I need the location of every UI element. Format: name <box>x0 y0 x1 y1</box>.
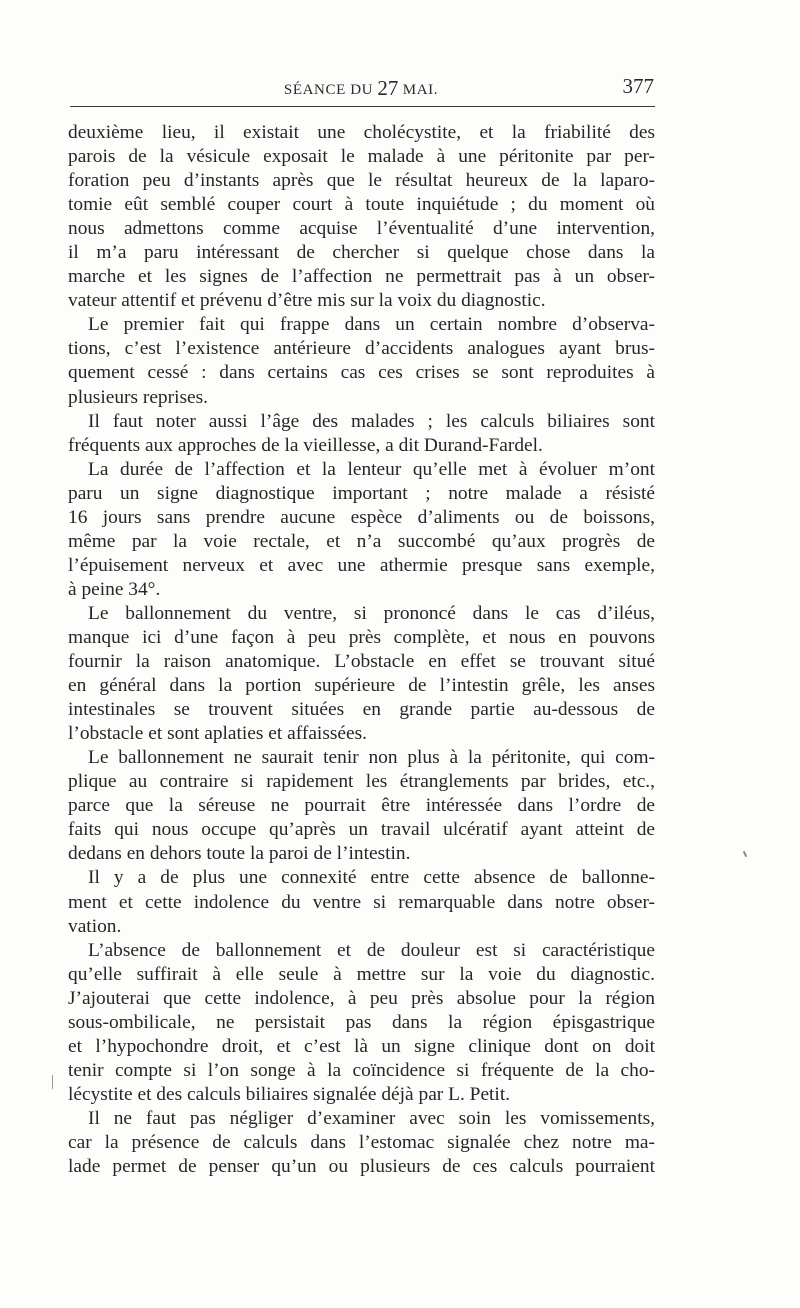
running-title-day: 27 <box>377 76 399 100</box>
text-line: et l’hypochondre droit, et c’est là un signe clinique dont on doit <box>68 1035 655 1057</box>
text-line: l’épuisement nerveux et avec une athermie presque sans exemple, <box>68 554 655 576</box>
text-line: paru un signe diagnostique important ; notre malade a résisté <box>68 482 655 504</box>
text-line: plique au contraire si rapidement les étranglements par brides, etc., <box>68 771 655 793</box>
text-line: vation. <box>68 915 122 937</box>
running-title-prefix: SÉANCE DU <box>283 82 378 98</box>
text-line: Il faut noter aussi l’âge des malades ; les calculs biliaires sont <box>88 410 655 432</box>
text-line: Le premier fait qui frappe dans un certain nombre d’observa- <box>88 314 655 336</box>
text-line: Le ballonnement ne saurait tenir non plus à la péritonite, qui com- <box>88 747 655 769</box>
text-line: Il ne faut pas négliger d’examiner avec soin les vomissements, <box>88 1107 655 1129</box>
text-line: intestinales se trouvent situées en grande partie au-dessous de <box>68 699 655 721</box>
text-line: J’ajouterai que cette indolence, à peu près absolue pour la région <box>68 987 655 1009</box>
text-line: ment et cette indolence du ventre si remarquable dans notre obser- <box>68 891 655 913</box>
text-line: il m’a paru intéressant de chercher si quelque chose dans la <box>68 242 655 264</box>
margin-tick <box>743 851 747 857</box>
text-line: nous admettons comme acquise l’éventualité d’une intervention, <box>68 218 655 240</box>
text-line: faits qui nous occupe qu’après un travail ulcératif ayant atteint de <box>68 819 655 841</box>
running-title-month: MAI. <box>398 82 439 98</box>
text-line: même par la voie rectale, et n’a succombé qu’aux progrès de <box>68 530 655 552</box>
text-line: 16 jours sans prendre aucune espèce d’aliments ou de boissons, <box>68 506 655 528</box>
text-line: sous-ombilicale, ne persistait pas dans la région épisgastrique <box>68 1011 655 1033</box>
header-rule <box>70 106 655 107</box>
text-line: lade permet de penser qu’un ou plusieurs de ces calculs pourraient <box>68 1156 655 1178</box>
text-line: parce que la séreuse ne pourrait être intéressée dans l’ordre de <box>68 795 655 817</box>
text-line: tenir compte si l’on songe à la coïncidence si fréquente de la cho- <box>68 1059 655 1081</box>
text-line: Le ballonnement du ventre, si prononcé dans le cas d’iléus, <box>88 602 655 624</box>
text-line: dedans en dehors toute la paroi de l’intestin. <box>68 843 411 865</box>
text-line: manque ici d’une façon à peu près complète, et nous en pouvons <box>68 626 655 648</box>
text-line: marche et les signes de l’affection ne permettrait pas à un obser- <box>68 266 655 288</box>
text-line: quement cessé : dans certains cas ces crises se sont reproduites à <box>68 362 655 384</box>
text-line: lécystite et des calculs biliaires signalée déjà par L. Petit. <box>68 1083 511 1105</box>
text-line: à peine 34°. <box>68 578 161 600</box>
margin-mark <box>52 1075 53 1089</box>
text-line: L’absence de ballonnement et de douleur est si caractéristique <box>88 939 655 961</box>
text-line: vateur attentif et prévenu d’être mis sur la voix du diagnostic. <box>68 290 546 312</box>
text-line: tomie eût semblé couper court à toute inquiétude ; du moment où <box>68 194 655 216</box>
text-line: deuxième lieu, il existait une cholécystite, et la friabilité des <box>68 122 655 143</box>
text-line: car la présence de calculs dans l’estomac signalée chez notre ma- <box>68 1131 655 1153</box>
body-text <box>68 121 655 1179</box>
text-line: Il y a de plus une connexité entre cette absence de ballonne- <box>88 867 655 889</box>
text-line: tions, c’est l’existence antérieure d’accidents analogues ayant brus- <box>68 338 655 360</box>
text-line: en général dans la portion supérieure de l’intestin grêle, les anses <box>68 675 655 697</box>
text-line: fournir la raison anatomique. L’obstacle en effet se trouvant situé <box>68 651 655 673</box>
text-line: La durée de l’affection et la lenteur qu’elle met à évoluer m’ont <box>88 458 655 480</box>
text-line: parois de la vésicule exposait le malade à une péritonite par per- <box>68 146 655 168</box>
running-title <box>68 76 654 101</box>
text-line: qu’elle suffirait à elle seule à mettre sur la voie du diagnostic. <box>68 963 655 985</box>
text-line: plusieurs reprises. <box>68 386 209 408</box>
running-header <box>68 74 654 100</box>
text-line: fréquents aux approches de la vieillesse, a dit Durand-Fardel. <box>68 434 543 456</box>
text-line: l’obstacle et sont aplaties et affaissées. <box>68 723 368 745</box>
text-line: foration peu d’instants après que le résultat heureux de la laparo- <box>68 170 655 192</box>
page-number: 377 <box>622 74 654 98</box>
